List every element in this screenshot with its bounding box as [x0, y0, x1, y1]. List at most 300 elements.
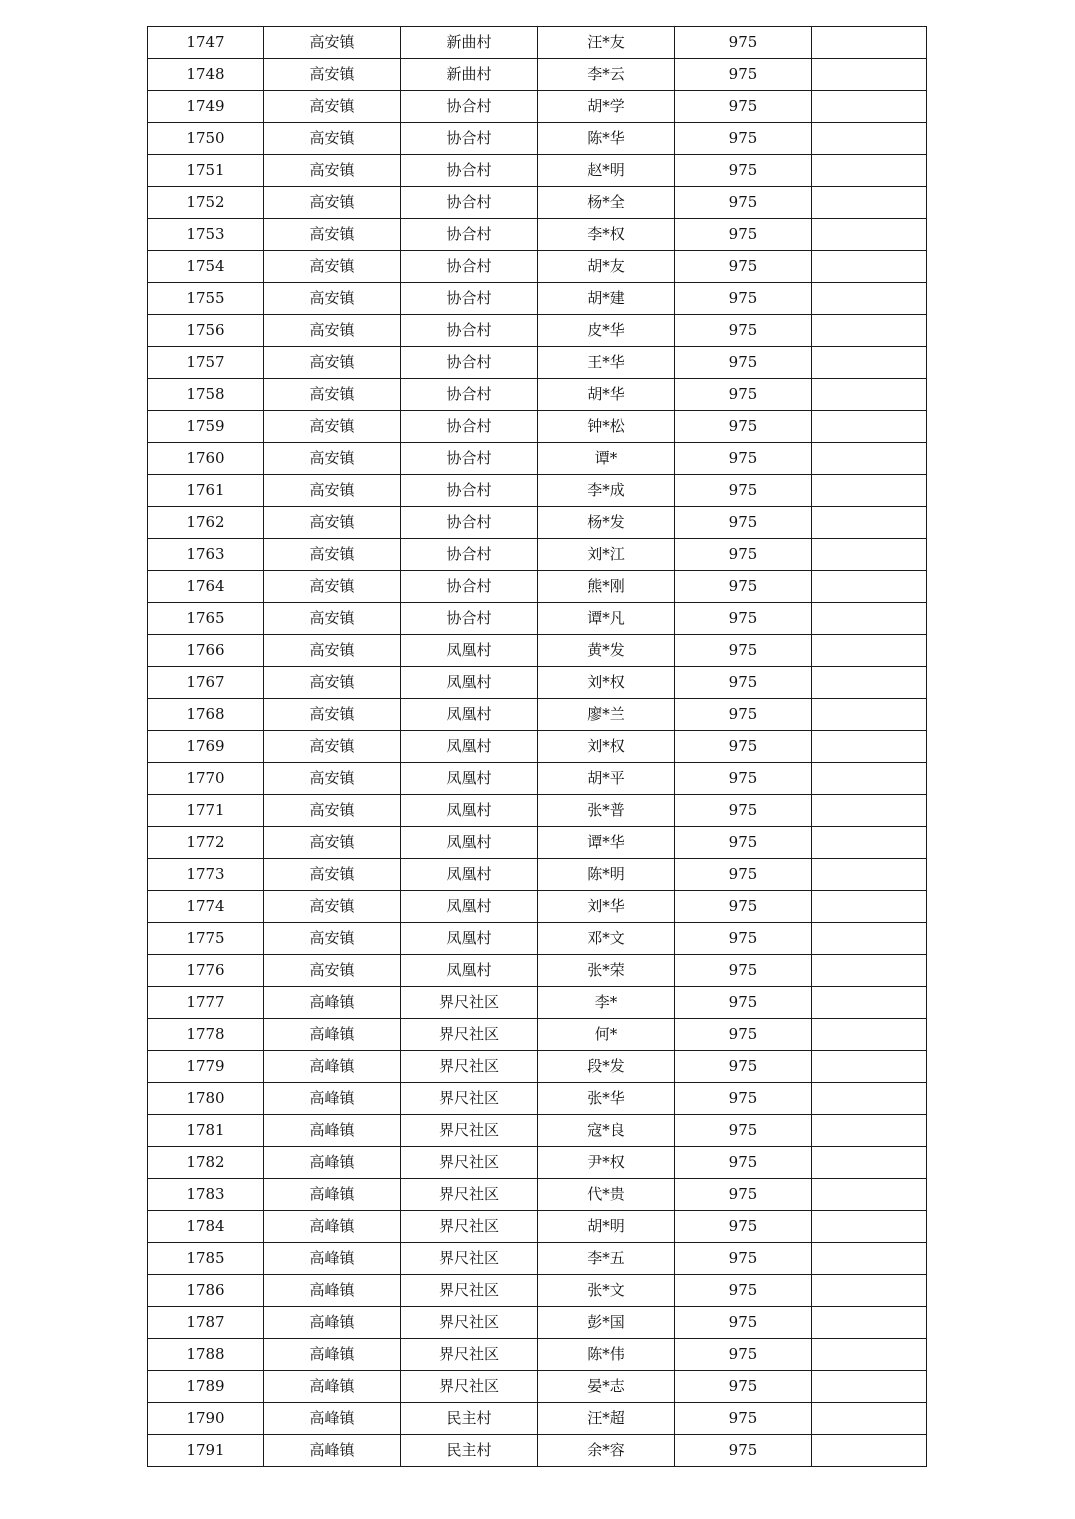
name-cell: 廖*兰	[538, 699, 675, 731]
village-cell: 界尺社区	[401, 1339, 538, 1371]
town-cell: 高安镇	[264, 155, 401, 187]
town-cell: 高安镇	[264, 603, 401, 635]
table-row	[148, 1083, 927, 1115]
town-cell: 高安镇	[264, 699, 401, 731]
serial-number-cell: 1753	[148, 219, 264, 251]
village-cell: 界尺社区	[401, 1211, 538, 1243]
table-row	[148, 1307, 927, 1339]
amount-cell: 975	[675, 795, 812, 827]
serial-number-cell: 1779	[148, 1051, 264, 1083]
name-cell: 汪*友	[538, 27, 675, 59]
village-cell: 凤凰村	[401, 827, 538, 859]
table-row	[148, 1051, 927, 1083]
remark-cell	[812, 987, 927, 1019]
village-cell: 界尺社区	[401, 1243, 538, 1275]
town-cell: 高峰镇	[264, 1211, 401, 1243]
town-cell: 高安镇	[264, 955, 401, 987]
serial-number-cell: 1789	[148, 1371, 264, 1403]
name-cell: 胡*明	[538, 1211, 675, 1243]
amount-cell: 975	[675, 411, 812, 443]
name-cell: 彭*国	[538, 1307, 675, 1339]
amount-cell: 975	[675, 443, 812, 475]
village-cell: 界尺社区	[401, 1275, 538, 1307]
remark-cell	[812, 699, 927, 731]
town-cell: 高安镇	[264, 539, 401, 571]
name-cell: 李*权	[538, 219, 675, 251]
amount-cell: 975	[675, 1403, 812, 1435]
amount-cell: 975	[675, 539, 812, 571]
table-row	[148, 1147, 927, 1179]
name-cell: 余*容	[538, 1435, 675, 1467]
remark-cell	[812, 219, 927, 251]
amount-cell: 975	[675, 1147, 812, 1179]
table-row	[148, 379, 927, 411]
serial-number-cell: 1781	[148, 1115, 264, 1147]
name-cell: 胡*友	[538, 251, 675, 283]
table-row	[148, 507, 927, 539]
remark-cell	[812, 27, 927, 59]
table-row	[148, 571, 927, 603]
village-cell: 协合村	[401, 411, 538, 443]
amount-cell: 975	[675, 1275, 812, 1307]
name-cell: 李*	[538, 987, 675, 1019]
amount-cell: 975	[675, 667, 812, 699]
town-cell: 高安镇	[264, 123, 401, 155]
remark-cell	[812, 955, 927, 987]
serial-number-cell: 1768	[148, 699, 264, 731]
village-cell: 界尺社区	[401, 1083, 538, 1115]
serial-number-cell: 1783	[148, 1179, 264, 1211]
remark-cell	[812, 443, 927, 475]
remark-cell	[812, 731, 927, 763]
serial-number-cell: 1763	[148, 539, 264, 571]
village-cell: 协合村	[401, 123, 538, 155]
serial-number-cell: 1775	[148, 923, 264, 955]
serial-number-cell: 1782	[148, 1147, 264, 1179]
village-cell: 凤凰村	[401, 955, 538, 987]
village-cell: 界尺社区	[401, 987, 538, 1019]
town-cell: 高峰镇	[264, 1275, 401, 1307]
town-cell: 高峰镇	[264, 1371, 401, 1403]
name-cell: 李*成	[538, 475, 675, 507]
name-cell: 张*荣	[538, 955, 675, 987]
remark-cell	[812, 571, 927, 603]
village-cell: 界尺社区	[401, 1179, 538, 1211]
table-row	[148, 411, 927, 443]
remark-cell	[812, 827, 927, 859]
village-cell: 协合村	[401, 91, 538, 123]
name-cell: 杨*全	[538, 187, 675, 219]
serial-number-cell: 1765	[148, 603, 264, 635]
name-cell: 张*普	[538, 795, 675, 827]
amount-cell: 975	[675, 1051, 812, 1083]
name-cell: 谭*凡	[538, 603, 675, 635]
table-row	[148, 315, 927, 347]
town-cell: 高安镇	[264, 91, 401, 123]
amount-cell: 975	[675, 123, 812, 155]
table-row	[148, 475, 927, 507]
remark-cell	[812, 379, 927, 411]
serial-number-cell: 1769	[148, 731, 264, 763]
amount-cell: 975	[675, 27, 812, 59]
name-cell: 寇*良	[538, 1115, 675, 1147]
village-cell: 民主村	[401, 1435, 538, 1467]
name-cell: 李*五	[538, 1243, 675, 1275]
village-cell: 协合村	[401, 315, 538, 347]
village-cell: 界尺社区	[401, 1371, 538, 1403]
table-row	[148, 955, 927, 987]
village-cell: 协合村	[401, 507, 538, 539]
town-cell: 高峰镇	[264, 1147, 401, 1179]
remark-cell	[812, 507, 927, 539]
amount-cell: 975	[675, 1371, 812, 1403]
town-cell: 高安镇	[264, 635, 401, 667]
town-cell: 高安镇	[264, 667, 401, 699]
village-cell: 协合村	[401, 539, 538, 571]
name-cell: 陈*伟	[538, 1339, 675, 1371]
amount-cell: 975	[675, 1339, 812, 1371]
town-cell: 高安镇	[264, 379, 401, 411]
town-cell: 高安镇	[264, 187, 401, 219]
town-cell: 高安镇	[264, 731, 401, 763]
remark-cell	[812, 123, 927, 155]
table-row	[148, 635, 927, 667]
amount-cell: 975	[675, 1211, 812, 1243]
table-row	[148, 187, 927, 219]
serial-number-cell: 1756	[148, 315, 264, 347]
serial-number-cell: 1786	[148, 1275, 264, 1307]
amount-cell: 975	[675, 603, 812, 635]
town-cell: 高安镇	[264, 507, 401, 539]
table-row	[148, 1115, 927, 1147]
name-cell: 谭*	[538, 443, 675, 475]
town-cell: 高峰镇	[264, 1179, 401, 1211]
serial-number-cell: 1752	[148, 187, 264, 219]
table-row	[148, 283, 927, 315]
amount-cell: 975	[675, 315, 812, 347]
amount-cell: 975	[675, 731, 812, 763]
amount-cell: 975	[675, 251, 812, 283]
table-row	[148, 27, 927, 59]
table-row	[148, 539, 927, 571]
serial-number-cell: 1757	[148, 347, 264, 379]
serial-number-cell: 1785	[148, 1243, 264, 1275]
remark-cell	[812, 315, 927, 347]
serial-number-cell: 1761	[148, 475, 264, 507]
amount-cell: 975	[675, 507, 812, 539]
serial-number-cell: 1774	[148, 891, 264, 923]
town-cell: 高峰镇	[264, 1307, 401, 1339]
remark-cell	[812, 891, 927, 923]
serial-number-cell: 1751	[148, 155, 264, 187]
village-cell: 协合村	[401, 251, 538, 283]
serial-number-cell: 1747	[148, 27, 264, 59]
town-cell: 高安镇	[264, 59, 401, 91]
name-cell: 谭*华	[538, 827, 675, 859]
amount-cell: 975	[675, 187, 812, 219]
village-cell: 新曲村	[401, 59, 538, 91]
table-row	[148, 795, 927, 827]
table-row	[148, 923, 927, 955]
name-cell: 尹*权	[538, 1147, 675, 1179]
village-cell: 界尺社区	[401, 1115, 538, 1147]
table-row	[148, 1435, 927, 1467]
serial-number-cell: 1784	[148, 1211, 264, 1243]
serial-number-cell: 1780	[148, 1083, 264, 1115]
amount-cell: 975	[675, 1083, 812, 1115]
town-cell: 高峰镇	[264, 1243, 401, 1275]
village-cell: 凤凰村	[401, 923, 538, 955]
serial-number-cell: 1776	[148, 955, 264, 987]
remark-cell	[812, 859, 927, 891]
town-cell: 高安镇	[264, 27, 401, 59]
name-cell: 陈*明	[538, 859, 675, 891]
name-cell: 陈*华	[538, 123, 675, 155]
remark-cell	[812, 251, 927, 283]
serial-number-cell: 1766	[148, 635, 264, 667]
amount-cell: 975	[675, 635, 812, 667]
serial-number-cell: 1772	[148, 827, 264, 859]
table-row	[148, 859, 927, 891]
name-cell: 胡*平	[538, 763, 675, 795]
serial-number-cell: 1788	[148, 1339, 264, 1371]
amount-cell: 975	[675, 155, 812, 187]
name-cell: 何*	[538, 1019, 675, 1051]
remark-cell	[812, 1019, 927, 1051]
remark-cell	[812, 59, 927, 91]
table-row	[148, 731, 927, 763]
roster-table-body	[148, 27, 927, 1467]
village-cell: 界尺社区	[401, 1019, 538, 1051]
table-row	[148, 251, 927, 283]
serial-number-cell: 1764	[148, 571, 264, 603]
village-cell: 新曲村	[401, 27, 538, 59]
serial-number-cell: 1762	[148, 507, 264, 539]
remark-cell	[812, 539, 927, 571]
remark-cell	[812, 347, 927, 379]
village-cell: 协合村	[401, 155, 538, 187]
amount-cell: 975	[675, 987, 812, 1019]
town-cell: 高峰镇	[264, 1435, 401, 1467]
name-cell: 张*华	[538, 1083, 675, 1115]
village-cell: 凤凰村	[401, 859, 538, 891]
serial-number-cell: 1770	[148, 763, 264, 795]
amount-cell: 975	[675, 59, 812, 91]
village-cell: 民主村	[401, 1403, 538, 1435]
town-cell: 高安镇	[264, 827, 401, 859]
village-cell: 凤凰村	[401, 763, 538, 795]
town-cell: 高峰镇	[264, 1403, 401, 1435]
table-row	[148, 1211, 927, 1243]
town-cell: 高安镇	[264, 251, 401, 283]
amount-cell: 975	[675, 1435, 812, 1467]
village-cell: 协合村	[401, 219, 538, 251]
serial-number-cell: 1754	[148, 251, 264, 283]
table-row	[148, 1179, 927, 1211]
town-cell: 高峰镇	[264, 1083, 401, 1115]
village-cell: 凤凰村	[401, 635, 538, 667]
serial-number-cell: 1758	[148, 379, 264, 411]
table-row	[148, 891, 927, 923]
remark-cell	[812, 1083, 927, 1115]
village-cell: 协合村	[401, 283, 538, 315]
serial-number-cell: 1773	[148, 859, 264, 891]
table-row	[148, 1243, 927, 1275]
town-cell: 高安镇	[264, 411, 401, 443]
amount-cell: 975	[675, 763, 812, 795]
town-cell: 高安镇	[264, 859, 401, 891]
amount-cell: 975	[675, 923, 812, 955]
remark-cell	[812, 1371, 927, 1403]
amount-cell: 975	[675, 1307, 812, 1339]
amount-cell: 975	[675, 699, 812, 731]
serial-number-cell: 1748	[148, 59, 264, 91]
name-cell: 钟*松	[538, 411, 675, 443]
table-row	[148, 155, 927, 187]
table-row	[148, 59, 927, 91]
remark-cell	[812, 795, 927, 827]
remark-cell	[812, 763, 927, 795]
amount-cell: 975	[675, 859, 812, 891]
village-cell: 协合村	[401, 571, 538, 603]
village-cell: 凤凰村	[401, 795, 538, 827]
table-row	[148, 1339, 927, 1371]
name-cell: 刘*权	[538, 667, 675, 699]
serial-number-cell: 1755	[148, 283, 264, 315]
name-cell: 邓*文	[538, 923, 675, 955]
name-cell: 杨*发	[538, 507, 675, 539]
serial-number-cell: 1778	[148, 1019, 264, 1051]
remark-cell	[812, 411, 927, 443]
table-row	[148, 443, 927, 475]
remark-cell	[812, 923, 927, 955]
remark-cell	[812, 91, 927, 123]
town-cell: 高峰镇	[264, 1339, 401, 1371]
town-cell: 高峰镇	[264, 1051, 401, 1083]
village-cell: 凤凰村	[401, 699, 538, 731]
serial-number-cell: 1790	[148, 1403, 264, 1435]
amount-cell: 975	[675, 219, 812, 251]
table-row	[148, 1019, 927, 1051]
roster-table	[147, 26, 927, 1467]
town-cell: 高安镇	[264, 923, 401, 955]
table-row	[148, 763, 927, 795]
table-row	[148, 603, 927, 635]
amount-cell: 975	[675, 891, 812, 923]
name-cell: 刘*权	[538, 731, 675, 763]
village-cell: 凤凰村	[401, 731, 538, 763]
village-cell: 凤凰村	[401, 667, 538, 699]
name-cell: 胡*建	[538, 283, 675, 315]
remark-cell	[812, 155, 927, 187]
table-row	[148, 699, 927, 731]
name-cell: 晏*志	[538, 1371, 675, 1403]
town-cell: 高安镇	[264, 571, 401, 603]
name-cell: 张*文	[538, 1275, 675, 1307]
table-row	[148, 123, 927, 155]
town-cell: 高安镇	[264, 795, 401, 827]
table-row	[148, 91, 927, 123]
remark-cell	[812, 187, 927, 219]
remark-cell	[812, 635, 927, 667]
town-cell: 高安镇	[264, 219, 401, 251]
table-row	[148, 827, 927, 859]
name-cell: 王*华	[538, 347, 675, 379]
town-cell: 高安镇	[264, 315, 401, 347]
name-cell: 胡*华	[538, 379, 675, 411]
serial-number-cell: 1771	[148, 795, 264, 827]
serial-number-cell: 1750	[148, 123, 264, 155]
remark-cell	[812, 667, 927, 699]
name-cell: 汪*超	[538, 1403, 675, 1435]
town-cell: 高安镇	[264, 347, 401, 379]
serial-number-cell: 1787	[148, 1307, 264, 1339]
name-cell: 段*发	[538, 1051, 675, 1083]
town-cell: 高安镇	[264, 475, 401, 507]
remark-cell	[812, 1403, 927, 1435]
serial-number-cell: 1767	[148, 667, 264, 699]
table-row	[148, 1275, 927, 1307]
table-row	[148, 219, 927, 251]
serial-number-cell: 1759	[148, 411, 264, 443]
village-cell: 界尺社区	[401, 1307, 538, 1339]
name-cell: 赵*明	[538, 155, 675, 187]
table-row	[148, 347, 927, 379]
remark-cell	[812, 1211, 927, 1243]
name-cell: 黄*发	[538, 635, 675, 667]
amount-cell: 975	[675, 347, 812, 379]
village-cell: 凤凰村	[401, 891, 538, 923]
remark-cell	[812, 475, 927, 507]
amount-cell: 975	[675, 571, 812, 603]
name-cell: 胡*学	[538, 91, 675, 123]
village-cell: 协合村	[401, 443, 538, 475]
serial-number-cell: 1777	[148, 987, 264, 1019]
village-cell: 协合村	[401, 603, 538, 635]
table-row	[148, 667, 927, 699]
name-cell: 刘*江	[538, 539, 675, 571]
serial-number-cell: 1749	[148, 91, 264, 123]
remark-cell	[812, 1115, 927, 1147]
village-cell: 协合村	[401, 379, 538, 411]
town-cell: 高安镇	[264, 283, 401, 315]
remark-cell	[812, 283, 927, 315]
amount-cell: 975	[675, 827, 812, 859]
amount-cell: 975	[675, 91, 812, 123]
amount-cell: 975	[675, 475, 812, 507]
amount-cell: 975	[675, 1179, 812, 1211]
amount-cell: 975	[675, 379, 812, 411]
remark-cell	[812, 1051, 927, 1083]
remark-cell	[812, 1307, 927, 1339]
remark-cell	[812, 603, 927, 635]
remark-cell	[812, 1147, 927, 1179]
remark-cell	[812, 1435, 927, 1467]
town-cell: 高安镇	[264, 763, 401, 795]
amount-cell: 975	[675, 955, 812, 987]
remark-cell	[812, 1179, 927, 1211]
village-cell: 协合村	[401, 475, 538, 507]
table-row	[148, 987, 927, 1019]
table-row	[148, 1371, 927, 1403]
village-cell: 界尺社区	[401, 1147, 538, 1179]
village-cell: 协合村	[401, 347, 538, 379]
amount-cell: 975	[675, 1243, 812, 1275]
town-cell: 高峰镇	[264, 987, 401, 1019]
village-cell: 界尺社区	[401, 1051, 538, 1083]
town-cell: 高安镇	[264, 891, 401, 923]
town-cell: 高峰镇	[264, 1115, 401, 1147]
